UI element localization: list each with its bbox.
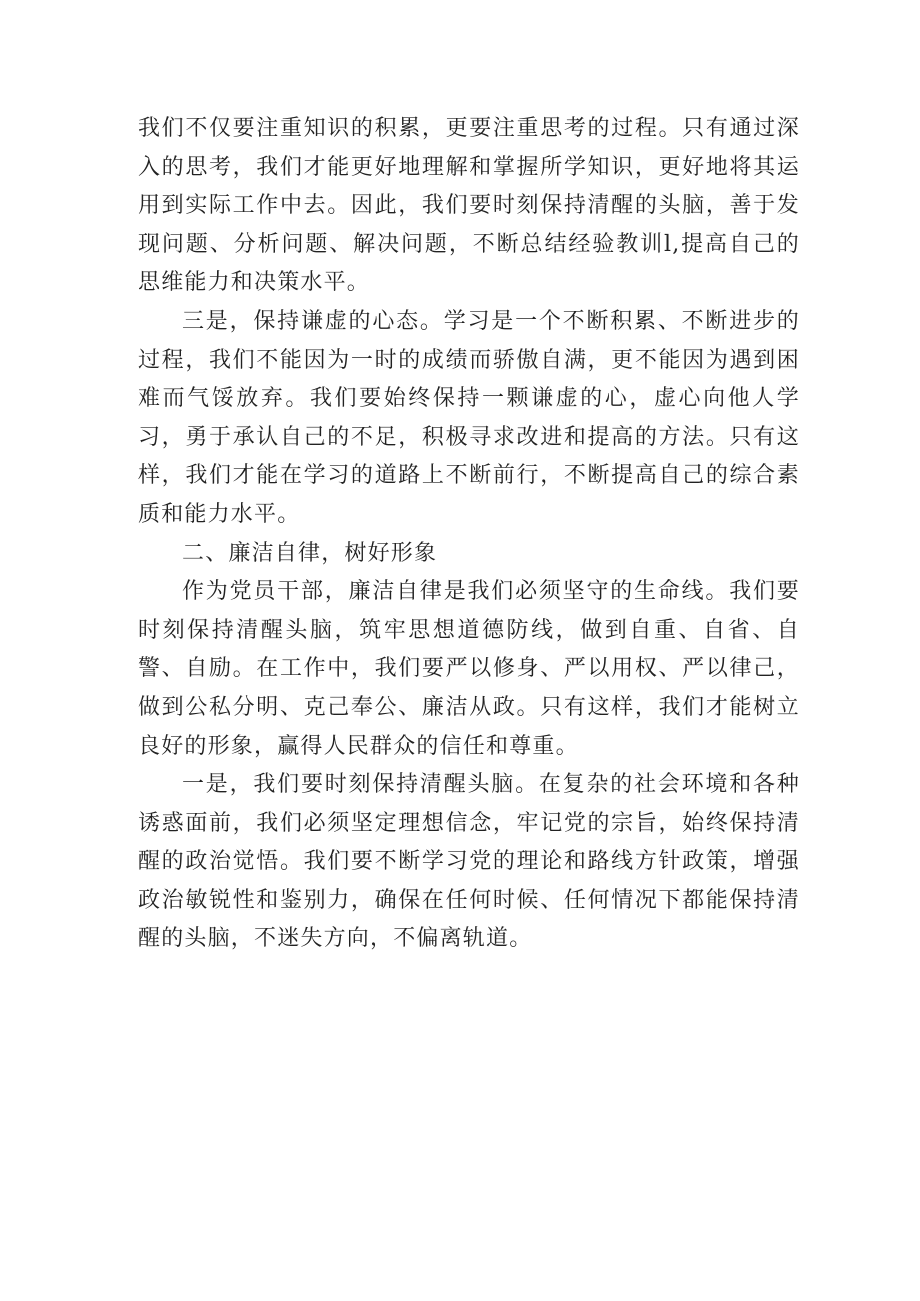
paragraph-continued-thinking: 我们不仅要注重知识的积累，更要注重思考的过程。只有通过深入的思考，我们才能更好地理解和掌握所学知识，更好地将其运用到实际工作中去。因此，我们要时刻保持清醒的头脑，善于发现问题、分析问题、解决问题，不断总结经验教训l,提高自己的思维能力和决策水平。 [138, 116, 800, 296]
paragraph-clear-mind: 一是，我们要时刻保持清醒头脑。在复杂的社会环境和各种诱惑面前，我们必须坚定理想信念，牢记党的宗旨，始终保持清醒的政治觉悟。我们要不断学习党的理论和路线方针政策，增强政治敏锐性和鉴别力，确保在任何时候、任何情况下都能保持清醒的头脑，不迷失方向，不偏离轨道。 [138, 772, 800, 952]
section-heading-integrity: 二、廉洁自律，树好形象 [182, 540, 438, 566]
paragraph-humble-attitude: 三是，保持谦虚的心态。学习是一个不断积累、不断进步的过程，我们不能因为一时的成绩而骄傲自满，更不能因为遇到困难而气馁放弃。我们要始终保持一颗谦虚的心，虚心向他人学习，勇于承认自己的不足，积极寻求改进和提高的方法。只有这样，我们才能在学习的道路上不断前行，不断提高自己的综合素质和能力水平。 [138, 308, 800, 527]
paragraph-integrity-intro: 作为党员干部，廉洁自律是我们必须坚守的生命线。我们要时刻保持清醒头脑，筑牢思想道德防线，做到自重、自省、自警、自励。在工作中，我们要严以修身、严以用权、严以律己，做到公私分明、克己奉公、廉洁从政。只有这样，我们才能树立良好的形象，赢得人民群众的信任和尊重。 [138, 579, 800, 759]
document-body [138, 110, 800, 959]
